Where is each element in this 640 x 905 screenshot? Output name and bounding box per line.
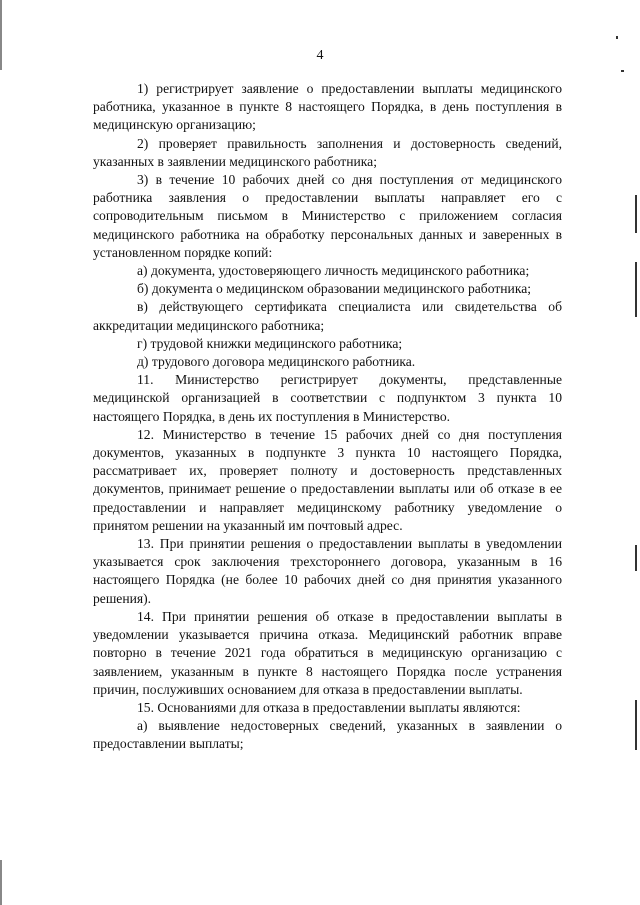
paragraph: а) документа, удостоверяющего личность медицинского работника; xyxy=(137,263,530,279)
paragraph: 14. При принятии решения об отказе в предоставлении выплаты в уведомлении указывается причина отказа. Медицинский работник вправе повторно в течение 2021 года обратиться в медицинскую организацию с заявлением, указанным в пункте 8 настоящего Порядка после устранения причин, послуживших основанием для отказа в предоставлении выплаты. xyxy=(93,608,562,697)
paragraph: в) действующего сертификата специалиста или свидетельства об аккредитации медицинского работника; xyxy=(93,299,562,333)
paragraph: 3) в течение 10 рабочих дней со дня поступления от медицинского работника заявления о предоставлении выплаты направляет его с сопроводительным письмом в Министерство с приложением согласия медицинского работника на обработку персональных данных и заверенных в установленном порядке копий: xyxy=(93,172,562,260)
document-body xyxy=(93,80,562,754)
paragraph: 15. Основаниями для отказа в предоставлении выплаты являются: xyxy=(137,699,521,715)
scan-edge-mark xyxy=(0,860,2,905)
paragraph: б) документа о медицинском образовании медицинского работника; xyxy=(137,281,532,297)
paragraph: г) трудовой книжки медицинского работника; xyxy=(137,335,403,351)
page-number: 4 xyxy=(316,48,324,63)
scan-edge-mark xyxy=(635,700,637,750)
paragraph: 2) проверяет правильность заполнения и достоверность сведений, указанных в заявлении медицинского работника; xyxy=(93,135,562,169)
scan-edge-mark xyxy=(616,36,618,39)
scan-edge-mark xyxy=(635,545,637,571)
scan-edge-mark xyxy=(635,195,637,233)
scan-edge-mark xyxy=(635,262,637,317)
paragraph: д) трудового договора медицинского работника. xyxy=(137,354,416,370)
paragraph: а) выявление недостоверных сведений, указанных в заявлении о предоставлении выплаты; xyxy=(93,718,562,752)
paragraph: 12. Министерство в течение 15 рабочих дней со дня поступления документов, указанных в подпункте 3 пункта 10 настоящего Порядка, рассматривает их, проверяет полноту и достоверность представленных документов, принимает решение о предоставлении выплаты или об отказе в ее предоставлении и направляет медицинскому работнику уведомление о принятом решении на указанный им почтовый адрес. xyxy=(93,426,562,533)
paragraph: 11. Министерство регистрирует документы, представленные медицинской организацией в соответствии с подпунктом 3 пункта 10 настоящего Порядка, в день их поступления в Министерство. xyxy=(93,372,562,424)
scan-edge-mark xyxy=(0,0,2,70)
paragraph: 13. При принятии решения о предоставлении выплаты в уведомлении указывается срок заключения трехстороннего договора, указанным в 16 настоящего Порядка (не более 10 рабочих дней со дня принятия указанного решения). xyxy=(93,536,562,606)
paragraph: 1) регистрирует заявление о предоставлении выплаты медицинского работника, указанное в пункте 8 настоящего Порядка, в день поступления в медицинскую организацию; xyxy=(93,81,562,133)
scan-edge-mark xyxy=(621,70,624,72)
